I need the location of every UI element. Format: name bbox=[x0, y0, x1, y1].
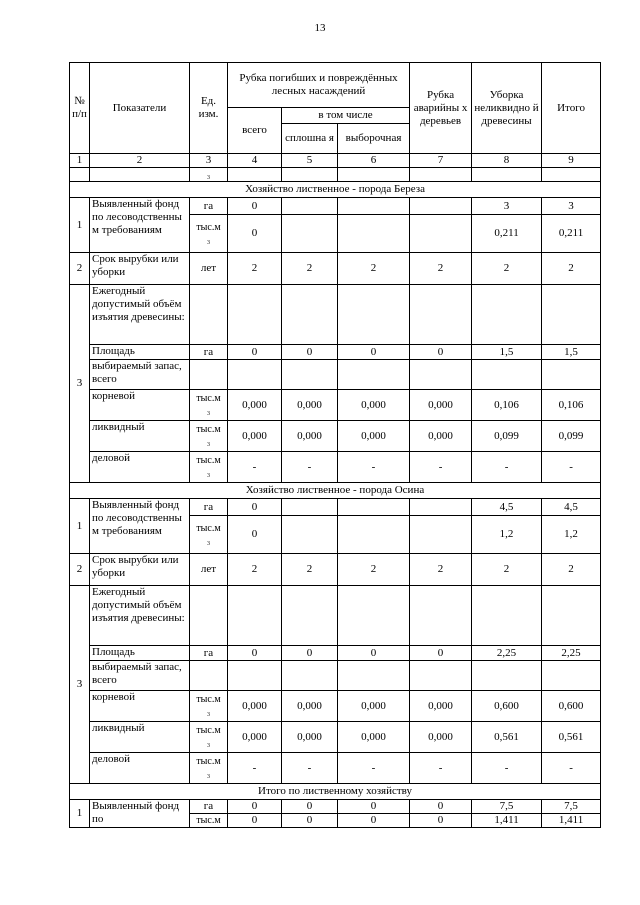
liquid-value: 0,561 bbox=[472, 722, 542, 753]
annual-label: Ежегодный допустимый объём изъятия древесины: bbox=[90, 586, 190, 646]
empty-cell bbox=[282, 360, 338, 390]
fund-ha-value: 3 bbox=[542, 198, 601, 215]
empty-cell bbox=[282, 661, 338, 691]
fund-m3-value bbox=[410, 516, 472, 554]
root-value: 0,000 bbox=[228, 390, 282, 421]
fund-ha-value: 0 bbox=[228, 499, 282, 516]
unit-text: тыс.м bbox=[196, 756, 221, 767]
total-fund-m3-value: 1,411 bbox=[542, 814, 601, 828]
empty-cell bbox=[282, 586, 338, 646]
area-row bbox=[70, 646, 601, 661]
empty-cell bbox=[472, 360, 542, 390]
business-value: - bbox=[542, 452, 601, 483]
business-value: - bbox=[282, 753, 338, 784]
header-emergency: Рубка аварийны х деревьев bbox=[410, 63, 472, 154]
unit-thous-m3: тыс.м bbox=[190, 814, 228, 828]
unit-ha: га bbox=[190, 345, 228, 360]
unit-cube: 3 bbox=[207, 743, 210, 749]
annual-row bbox=[70, 285, 601, 345]
total-fund-ha-value: 7,5 bbox=[542, 800, 601, 814]
business-value: - bbox=[410, 753, 472, 784]
root-value: 0,106 bbox=[472, 390, 542, 421]
header-all: всего bbox=[228, 108, 282, 154]
empty-cell bbox=[190, 586, 228, 646]
liquid-value: 0,000 bbox=[338, 421, 410, 452]
area-value: 0 bbox=[410, 646, 472, 661]
section-title: Хозяйство лиственное - порода Береза bbox=[70, 182, 601, 198]
business-label: деловой bbox=[90, 753, 190, 784]
column-number-1: 1 bbox=[70, 154, 90, 168]
empty-cell bbox=[228, 661, 282, 691]
sub-superscript: 3 bbox=[190, 168, 228, 182]
stock-label: выбираемый запас, всего bbox=[90, 360, 190, 390]
term-value: 2 bbox=[542, 253, 601, 285]
business-value: - bbox=[228, 753, 282, 784]
empty-cell bbox=[228, 586, 282, 646]
area-value: 0 bbox=[282, 345, 338, 360]
unit-text: тыс.м bbox=[196, 455, 221, 466]
term-value: 2 bbox=[410, 253, 472, 285]
unit-text: тыс.м bbox=[196, 522, 221, 534]
liquid-label: ликвидный bbox=[90, 722, 190, 753]
root-value: 0,000 bbox=[338, 691, 410, 722]
liquid-value: 0,000 bbox=[228, 722, 282, 753]
liquid-value: 0,000 bbox=[410, 421, 472, 452]
header-clear: сплошна я bbox=[282, 124, 338, 154]
row-number: 3 bbox=[70, 586, 90, 784]
root-value: 0,000 bbox=[282, 390, 338, 421]
empty-cell bbox=[338, 360, 410, 390]
root-value: 0,000 bbox=[228, 691, 282, 722]
annual-label: Ежегодный допустимый объём изъятия древесины: bbox=[90, 285, 190, 345]
header-dead-stands: Рубка погибших и повреждённых лесных насаждений bbox=[228, 63, 410, 108]
term-value: 2 bbox=[472, 253, 542, 285]
fund-m3-value bbox=[338, 215, 410, 253]
fund-ha-value bbox=[338, 198, 410, 215]
unit-ha: га bbox=[190, 646, 228, 661]
business-label: деловой bbox=[90, 452, 190, 483]
column-number-3: 3 bbox=[190, 154, 228, 168]
empty-cell bbox=[410, 661, 472, 691]
total-fund-ha-value: 0 bbox=[228, 800, 282, 814]
term-value: 2 bbox=[338, 554, 410, 586]
row-number: 2 bbox=[70, 253, 90, 285]
fund-m3-value: 1,2 bbox=[542, 516, 601, 554]
total-fund-m3-value: 0 bbox=[410, 814, 472, 828]
area-value: 2,25 bbox=[542, 646, 601, 661]
fund-m3-value: 0,211 bbox=[542, 215, 601, 253]
term-value: 2 bbox=[338, 253, 410, 285]
root-row bbox=[70, 691, 601, 722]
fund-m3-value bbox=[282, 215, 338, 253]
unit-years: лет bbox=[190, 253, 228, 285]
fund-ha-value bbox=[410, 499, 472, 516]
column-numbers-row bbox=[70, 154, 601, 168]
term-row bbox=[70, 253, 601, 285]
total-fund-ha-value: 0 bbox=[282, 800, 338, 814]
empty-cell bbox=[338, 285, 410, 345]
empty-cell bbox=[338, 661, 410, 691]
total-fund-m3-value: 0 bbox=[228, 814, 282, 828]
empty-cell bbox=[282, 285, 338, 345]
root-value: 0,600 bbox=[472, 691, 542, 722]
empty-cell bbox=[472, 661, 542, 691]
header-total: Итого bbox=[542, 63, 601, 154]
fund-m3-value bbox=[282, 516, 338, 554]
unit-cube: 3 bbox=[207, 442, 210, 448]
business-row bbox=[70, 452, 601, 483]
total-fund-m3-value: 0 bbox=[282, 814, 338, 828]
area-value: 0 bbox=[228, 345, 282, 360]
fund-label: Выявленный фонд по лесоводственны м требованиям bbox=[90, 198, 190, 253]
area-value: 2,25 bbox=[472, 646, 542, 661]
business-value: - bbox=[410, 452, 472, 483]
empty-cell bbox=[190, 661, 228, 691]
unit-thous-m3 bbox=[190, 452, 228, 483]
header-incl: в том числе bbox=[282, 108, 410, 124]
total-section-title: Итого по лиственному хозяйству bbox=[70, 784, 601, 800]
area-row bbox=[70, 345, 601, 360]
root-value: 0,000 bbox=[410, 390, 472, 421]
area-value: 0 bbox=[282, 646, 338, 661]
liquid-value: 0,000 bbox=[228, 421, 282, 452]
unit-text: тыс.м bbox=[196, 694, 221, 705]
root-value: 0,000 bbox=[338, 390, 410, 421]
stock-row bbox=[70, 661, 601, 691]
unit-cube: 3 bbox=[207, 473, 210, 479]
empty-cell bbox=[228, 360, 282, 390]
column-number-4: 4 bbox=[228, 154, 282, 168]
area-value: 0 bbox=[228, 646, 282, 661]
root-value: 0,106 bbox=[542, 390, 601, 421]
term-value: 2 bbox=[542, 554, 601, 586]
row-number: 1 bbox=[70, 800, 90, 828]
unit-cube: 3 bbox=[207, 774, 210, 780]
liquid-value: 0,000 bbox=[338, 722, 410, 753]
liquid-value: 0,561 bbox=[542, 722, 601, 753]
fund-ha-row bbox=[70, 198, 601, 215]
area-value: 0 bbox=[338, 646, 410, 661]
fund-ha-value bbox=[410, 198, 472, 215]
empty-cell bbox=[542, 360, 601, 390]
business-value: - bbox=[338, 753, 410, 784]
term-label: Срок вырубки или уборки bbox=[90, 253, 190, 285]
fund-ha-value bbox=[338, 499, 410, 516]
total-title-row bbox=[70, 784, 601, 800]
unit-cube: 3 bbox=[207, 540, 210, 547]
area-value: 1,5 bbox=[542, 345, 601, 360]
total-fund-m3-value: 0 bbox=[338, 814, 410, 828]
header-selective: выборочная bbox=[338, 124, 410, 154]
fund-ha-value bbox=[282, 499, 338, 516]
fund-ha-value bbox=[282, 198, 338, 215]
fund-ha-value: 4,5 bbox=[472, 499, 542, 516]
row-number: 1 bbox=[70, 198, 90, 253]
business-value: - bbox=[542, 753, 601, 784]
empty-cell bbox=[542, 586, 601, 646]
root-value: 0,600 bbox=[542, 691, 601, 722]
empty-cell bbox=[410, 285, 472, 345]
empty-cell bbox=[410, 360, 472, 390]
fund-m3-value bbox=[338, 516, 410, 554]
fund-short-label: Выявленный фонд по bbox=[90, 800, 190, 828]
liquid-value: 0,099 bbox=[542, 421, 601, 452]
liquid-value: 0,000 bbox=[410, 722, 472, 753]
term-row bbox=[70, 554, 601, 586]
fund-ha-value: 0 bbox=[228, 198, 282, 215]
business-row bbox=[70, 753, 601, 784]
unit-text: тыс.м bbox=[196, 424, 221, 435]
liquid-label: ликвидный bbox=[90, 421, 190, 452]
total-fund-ha-value: 0 bbox=[410, 800, 472, 814]
term-label: Срок вырубки или уборки bbox=[90, 554, 190, 586]
area-label: Площадь bbox=[90, 345, 190, 360]
unit-cube: 3 bbox=[207, 712, 210, 718]
stock-row bbox=[70, 360, 601, 390]
unit-years: лет bbox=[190, 554, 228, 586]
fund-m3-value: 0 bbox=[228, 215, 282, 253]
unit-thous-m3 bbox=[190, 516, 228, 554]
row-number: 3 bbox=[70, 285, 90, 483]
empty-cell bbox=[190, 360, 228, 390]
fund-m3-value: 1,2 bbox=[472, 516, 542, 554]
section-title: Хозяйство лиственное - порода Осина bbox=[70, 483, 601, 499]
stock-label: выбираемый запас, всего bbox=[90, 661, 190, 691]
unit-thous-m3 bbox=[190, 753, 228, 784]
fund-ha-row bbox=[70, 499, 601, 516]
header-indicator: Показатели bbox=[90, 63, 190, 154]
business-value: - bbox=[282, 452, 338, 483]
root-value: 0,000 bbox=[410, 691, 472, 722]
root-row bbox=[70, 390, 601, 421]
unit-thous-m3 bbox=[190, 421, 228, 452]
unit-thous-m3 bbox=[190, 722, 228, 753]
liquid-value: 0,000 bbox=[282, 722, 338, 753]
liquid-value: 0,099 bbox=[472, 421, 542, 452]
unit-thous-m3 bbox=[190, 691, 228, 722]
term-value: 2 bbox=[228, 253, 282, 285]
page-number: 13 bbox=[314, 22, 326, 34]
logging-table bbox=[69, 62, 601, 828]
term-value: 2 bbox=[228, 554, 282, 586]
section-title-row bbox=[70, 483, 601, 499]
unit-text: тыс.м bbox=[196, 725, 221, 736]
header-unit: Ед. изм. bbox=[190, 63, 228, 154]
annual-row bbox=[70, 586, 601, 646]
unit-ha: га bbox=[190, 499, 228, 516]
empty-cell bbox=[338, 586, 410, 646]
business-value: - bbox=[472, 753, 542, 784]
column-number-5: 5 bbox=[282, 154, 338, 168]
fund-label: Выявленный фонд по лесоводственны м требованиям bbox=[90, 499, 190, 554]
liquid-row bbox=[70, 421, 601, 452]
fund-m3-value bbox=[410, 215, 472, 253]
root-label: корневой bbox=[90, 390, 190, 421]
business-value: - bbox=[228, 452, 282, 483]
term-value: 2 bbox=[410, 554, 472, 586]
empty-cell bbox=[410, 586, 472, 646]
area-value: 0 bbox=[338, 345, 410, 360]
unit-ha: га bbox=[190, 800, 228, 814]
column-number-2: 2 bbox=[90, 154, 190, 168]
empty-cell bbox=[228, 285, 282, 345]
empty-cell bbox=[542, 661, 601, 691]
sub-row bbox=[70, 168, 601, 182]
unit-thous-m3 bbox=[190, 390, 228, 421]
area-value: 1,5 bbox=[472, 345, 542, 360]
column-number-8: 8 bbox=[472, 154, 542, 168]
empty-cell bbox=[542, 285, 601, 345]
unit-text: тыс.м bbox=[196, 221, 221, 233]
row-number: 1 bbox=[70, 499, 90, 554]
business-value: - bbox=[472, 452, 542, 483]
fund-ha-value: 4,5 bbox=[542, 499, 601, 516]
total-fund-ha-value: 0 bbox=[338, 800, 410, 814]
fund-m3-value: 0,211 bbox=[472, 215, 542, 253]
unit-ha: га bbox=[190, 198, 228, 215]
fund-m3-value: 0 bbox=[228, 516, 282, 554]
unit-text: тыс.м bbox=[196, 393, 221, 404]
column-number-7: 7 bbox=[410, 154, 472, 168]
area-value: 0 bbox=[410, 345, 472, 360]
total-fund-m3-value: 1,411 bbox=[472, 814, 542, 828]
root-label: корневой bbox=[90, 691, 190, 722]
unit-thous-m3 bbox=[190, 215, 228, 253]
term-value: 2 bbox=[282, 554, 338, 586]
column-number-9: 9 bbox=[542, 154, 601, 168]
area-label: Площадь bbox=[90, 646, 190, 661]
unit-cube: 3 bbox=[207, 411, 210, 417]
total-fund-ha-value: 7,5 bbox=[472, 800, 542, 814]
term-value: 2 bbox=[472, 554, 542, 586]
total-fund-ha-row bbox=[70, 800, 601, 814]
business-value: - bbox=[338, 452, 410, 483]
empty-cell bbox=[472, 285, 542, 345]
unit-cube: 3 bbox=[207, 239, 210, 246]
header-num: № п/п bbox=[70, 63, 90, 154]
term-value: 2 bbox=[282, 253, 338, 285]
empty-cell bbox=[472, 586, 542, 646]
fund-ha-value: 3 bbox=[472, 198, 542, 215]
liquid-row bbox=[70, 722, 601, 753]
root-value: 0,000 bbox=[282, 691, 338, 722]
liquid-value: 0,000 bbox=[282, 421, 338, 452]
empty-cell bbox=[190, 285, 228, 345]
row-number: 2 bbox=[70, 554, 90, 586]
section-title-row bbox=[70, 182, 601, 198]
column-number-6: 6 bbox=[338, 154, 410, 168]
header-illiquid: Уборка неликвидно й древесины bbox=[472, 63, 542, 154]
